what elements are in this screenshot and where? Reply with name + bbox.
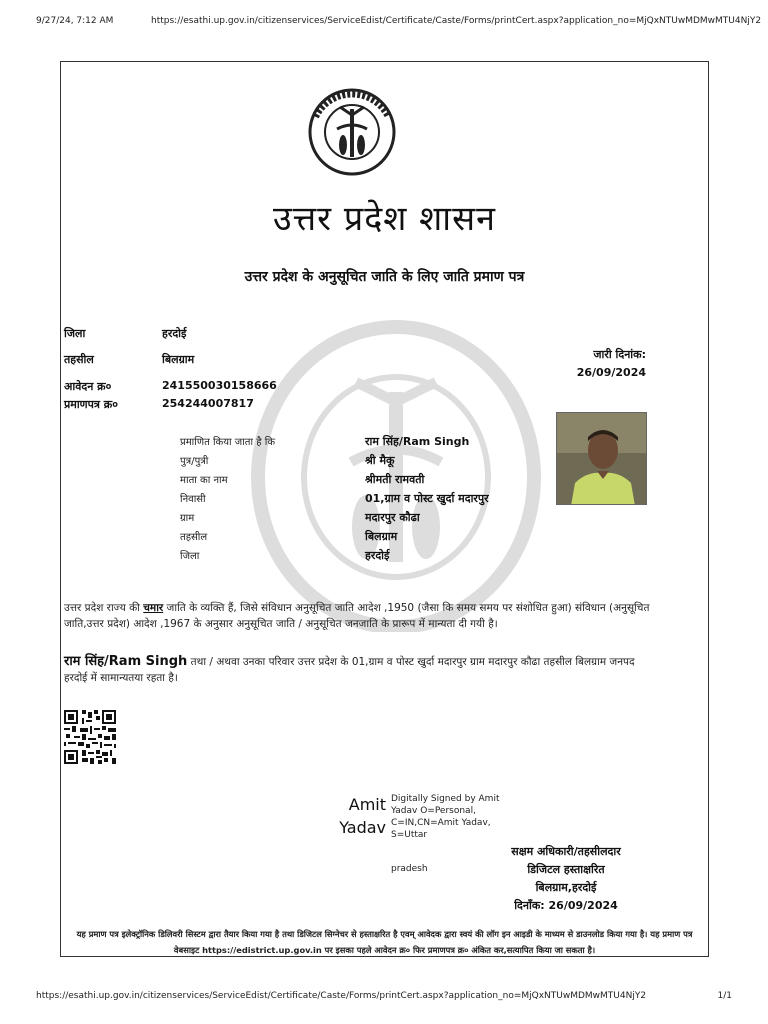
district-label: जिला: [64, 327, 86, 340]
up-government-emblem-icon: [307, 87, 397, 177]
digital-signature-place: pradesh: [391, 864, 428, 874]
detail-tehsil-value: बिलग्राम: [365, 530, 398, 543]
village-value: मदारपुर कौढा: [365, 511, 420, 524]
print-url[interactable]: https://esathi.up.gov.in/citizenservices/ServiceEdist/Certificate/Caste/Forms/printCert.aspx?application_no=MjQxNTUwMDMwMTU4NjY2: [151, 16, 762, 26]
caste-certificate: [60, 61, 709, 957]
certificate-number-value: 254244007817: [162, 397, 254, 410]
issuing-authority: [481, 843, 651, 915]
tehsil-label: तहसील: [64, 353, 94, 366]
applicant-portrait-icon: [557, 413, 647, 505]
detail-district-label: जिला: [180, 551, 200, 562]
signature-name-line2: Yadav: [339, 818, 386, 837]
caste-name: चमार: [143, 602, 164, 614]
mother-name-label: माता का नाम: [180, 475, 228, 486]
signature-name-line1: Amit: [348, 795, 386, 814]
certificate-title: उत्तर प्रदेश के अनुसूचित जाति के लिए जाति प्रमाण पत्र: [244, 269, 525, 285]
footer-url[interactable]: https://esathi.up.gov.in/citizenservices/ServiceEdist/Certificate/Caste/Forms/printCert.aspx?application_no=MjQxNTUwMDMwMTU4NjY2: [36, 991, 647, 1001]
government-title: उत्तर प्रदेश शासन: [273, 199, 496, 239]
resident-label: निवासी: [180, 494, 206, 505]
caste-paragraph-start: उत्तर प्रदेश राज्य की: [64, 602, 144, 614]
district-value: हरदोई: [162, 327, 187, 340]
authority-digital-signed: डिजिटल हस्ताक्षरित: [527, 863, 605, 876]
residence-paragraph: [64, 654, 651, 686]
issue-date-label: जारी दिनांक:: [593, 348, 646, 361]
authority-date: दिनाँक: 26/09/2024: [514, 899, 618, 912]
caste-paragraph-end: जाति के व्यक्ति हैं, जिसे संविधान अनुसूचित जाति आदेश ,1950 (जैसा कि समय समय पर संशोधित हुआ) संविधान (अनुसूचित जाति,उत्तर प्रदेश) आदेश ,1967 के अनुसार अनुसूचित जाति / अनुसूचित जनजाति के प्रारूप में मान्यता दी गयी है।: [64, 602, 650, 630]
applicant-name-value: राम सिंह/Ram Singh: [365, 435, 470, 448]
residence-applicant-name: राम सिंह/Ram Singh: [64, 654, 188, 669]
village-label: ग्राम: [180, 513, 195, 524]
page-number: 1/1: [717, 991, 732, 1001]
qr-code-icon: [64, 710, 116, 764]
residence-text: तथा / अथवा उनका परिवार उत्तर प्रदेश के 01,ग्राम व पोस्ट खुर्दा मदारपुर ग्राम मदारपुर कौढा तहसील बिलग्राम जनपद हरदोई में सामान्यतया रहता है।: [64, 656, 635, 684]
detail-tehsil-label: तहसील: [180, 532, 208, 543]
resident-value: 01,ग्राम व पोस्ट खुर्दा मदारपुर: [365, 492, 489, 505]
mother-name-value: श्रीमती रामवती: [365, 473, 425, 486]
application-number-label: आवेदन क्र०: [64, 380, 112, 393]
print-datetime: 9/27/24, 7:12 AM: [36, 16, 114, 26]
issue-date: [577, 346, 646, 382]
issue-date-value: 26/09/2024: [576, 366, 646, 379]
verification-footnote: यह प्रमाण पत्र इलेक्ट्रॉनिक डिलिवरी सिस्टम द्वारा तैयार किया गया है तथा डिजिटल सिग्नेचर से हस्ताक्षरित है एवम् आवेदक द्वारा स्वयं की लॉग इन आइडी के माध्यम से डाउनलोड किया गया है। यह प्रमाण पत्र वेबसाइट https://edistrict.up.gov.in पर इसका पहले आवेदन क्र० फिर प्रमाणपत्र क्र० अंकित कर,सत्यापित किया जा सकता है।: [76, 929, 693, 955]
digital-signature-details: Digitally Signed by Amit Yadav O=Personal, C=IN,CN=Amit Yadav, S=Uttar: [391, 794, 500, 840]
father-name-value: श्री मैकू: [365, 454, 395, 467]
authority-designation: सक्षम अधिकारी/तहसीलदार: [511, 845, 621, 858]
certificate-number-label: प्रमाणपत्र क्र०: [64, 398, 118, 411]
application-number-value: 241550030158666: [162, 379, 277, 392]
detail-district-value: हरदोई: [365, 549, 390, 562]
applicant-photo: [556, 412, 647, 505]
digital-signature-name: [334, 793, 386, 839]
caste-declaration-paragraph: [64, 600, 651, 632]
tehsil-value: बिलग्राम: [162, 353, 195, 366]
certified-that-label: प्रमाणित किया जाता है कि: [180, 437, 276, 448]
son-daughter-label: पुत्र/पुत्री: [180, 456, 209, 467]
authority-location: बिलग्राम,हरदोई: [535, 881, 597, 894]
